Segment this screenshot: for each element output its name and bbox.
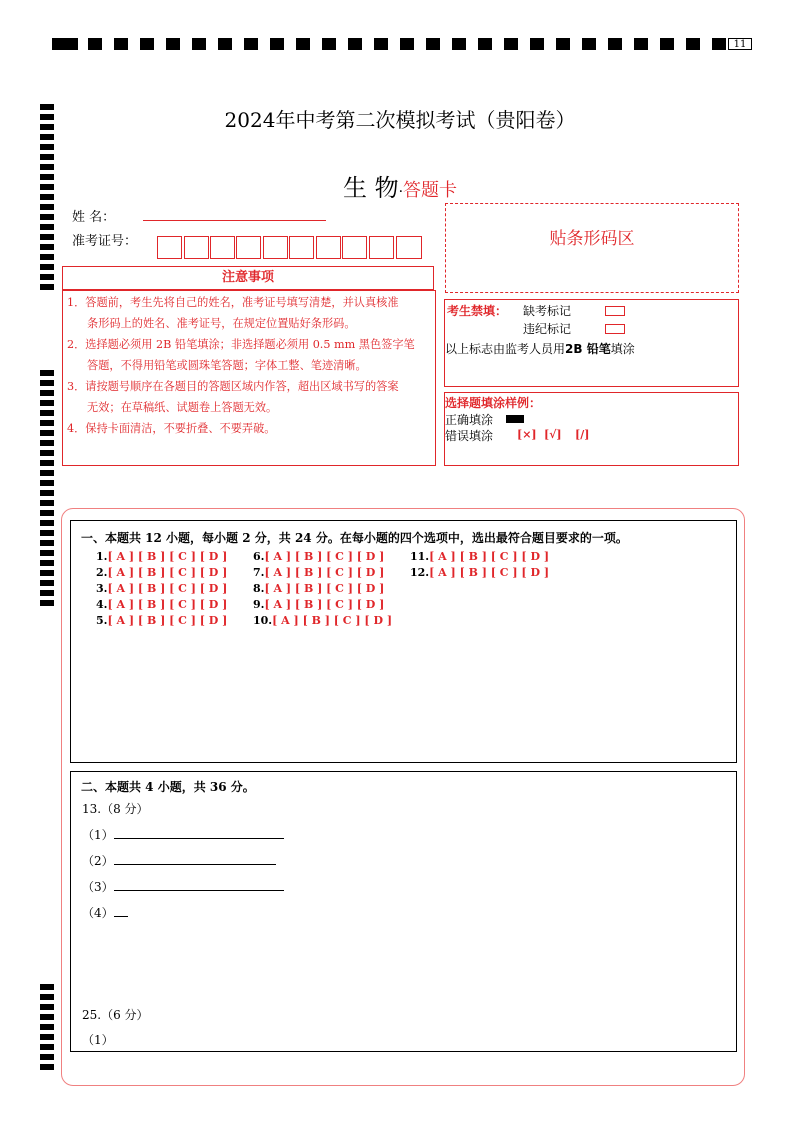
forbidden-note: 以上标志由监考人员用2B 铅笔填涂 bbox=[445, 342, 635, 356]
wrong-mark: [×] bbox=[517, 428, 537, 441]
absent-label: 缺考标记 bbox=[523, 304, 572, 318]
fill-sample-title: 选择题填涂样例： bbox=[445, 396, 542, 410]
subquestion-3: （3） bbox=[82, 878, 284, 895]
question-25-sub1: （1） bbox=[82, 1033, 114, 1047]
answer-line[interactable] bbox=[114, 837, 284, 839]
notice-item: 答题，不得用铅笔或圆珠笔答题；字体工整、笔迹清晰。 bbox=[87, 359, 367, 372]
mcq-row[interactable]: 5.[ A ] [ B ] [ C ] [ D ] bbox=[96, 614, 228, 627]
top-timing-marks bbox=[52, 38, 752, 50]
mcq-row[interactable]: 4.[ A ] [ B ] [ C ] [ D ] bbox=[96, 598, 228, 611]
mcq-row[interactable]: 9.[ A ] [ B ] [ C ] [ D ] bbox=[253, 598, 385, 611]
question-13-label: 13.（8 分） bbox=[82, 802, 149, 816]
page-number: 11 bbox=[728, 38, 752, 50]
subquestion-1: （1） bbox=[82, 826, 284, 843]
forbidden-title: 考生禁填： bbox=[447, 304, 508, 318]
answer-card-label: 答题卡 bbox=[403, 180, 458, 201]
subject-heading bbox=[0, 168, 800, 203]
notice-item: 条形码上的姓名、准考证号，在规定位置贴好条形码。 bbox=[87, 317, 356, 330]
notice-item: 2．选择题必须用 2B 铅笔填涂；非选择题必须用 0.5 mm 黑色签字笔 bbox=[67, 338, 415, 351]
mcq-row[interactable]: 1.[ A ] [ B ] [ C ] [ D ] bbox=[96, 550, 228, 563]
answer-line[interactable] bbox=[114, 889, 284, 891]
wrong-label: 错误填涂 bbox=[445, 429, 494, 443]
notice-item: 无效；在草稿纸、试题卷上答题无效。 bbox=[87, 401, 278, 414]
name-field[interactable] bbox=[143, 220, 326, 221]
answer-line[interactable] bbox=[114, 863, 276, 865]
notice-box bbox=[62, 290, 436, 466]
violation-label: 违纪标记 bbox=[523, 322, 572, 336]
violation-mark[interactable] bbox=[605, 324, 625, 334]
notice-item: 1．答题前，考生先将自己的姓名，准考证号填写清楚，并认真核准 bbox=[67, 296, 399, 309]
notice-item: 4．保持卡面清洁，不要折叠、不要弄破。 bbox=[67, 422, 276, 435]
mcq-row[interactable]: 10.[ A ] [ B ] [ C ] [ D ] bbox=[253, 614, 393, 627]
mcq-row[interactable]: 7.[ A ] [ B ] [ C ] [ D ] bbox=[253, 566, 385, 579]
wrong-mark: [/] bbox=[575, 428, 590, 441]
mcq-row[interactable]: 3.[ A ] [ B ] [ C ] [ D ] bbox=[96, 582, 228, 595]
correct-label: 正确填涂 bbox=[445, 413, 494, 427]
fill-sample-box bbox=[444, 392, 739, 466]
forbidden-box bbox=[444, 299, 739, 387]
subquestion-4: （4） bbox=[82, 904, 128, 921]
id-label: 准考证号： bbox=[72, 234, 138, 249]
notice-title: 注意事项 bbox=[62, 266, 434, 290]
subject-dot: · bbox=[398, 184, 404, 200]
subject-name: 生 物 bbox=[342, 174, 399, 202]
wrong-mark: [√] bbox=[544, 428, 562, 441]
question-25-label: 25.（6 分） bbox=[82, 1008, 149, 1022]
section1-heading: 一、本题共 12 小题，每小题 2 分，共 24 分。在每小题的四个选项中，选出最符合题目要求的一项。 bbox=[81, 531, 628, 545]
mcq-row[interactable]: 6.[ A ] [ B ] [ C ] [ D ] bbox=[253, 550, 385, 563]
barcode-area[interactable] bbox=[445, 203, 739, 293]
section2-panel bbox=[70, 771, 737, 1052]
mcq-row[interactable]: 8.[ A ] [ B ] [ C ] [ D ] bbox=[253, 582, 385, 595]
answer-line[interactable] bbox=[114, 915, 128, 917]
notice-item: 3．请按题号顺序在各题目的答题区域内作答，超出区域书写的答案 bbox=[67, 380, 399, 393]
mcq-row[interactable]: 2.[ A ] [ B ] [ C ] [ D ] bbox=[96, 566, 228, 579]
subquestion-2: （2） bbox=[82, 852, 276, 869]
name-label: 姓 名： bbox=[72, 210, 116, 225]
barcode-label: 贴条形码区 bbox=[549, 229, 635, 249]
mcq-row[interactable]: 11.[ A ] [ B ] [ C ] [ D ] bbox=[410, 550, 550, 563]
absent-mark[interactable] bbox=[605, 306, 625, 316]
mcq-row[interactable]: 12.[ A ] [ B ] [ C ] [ D ] bbox=[410, 566, 550, 579]
section2-heading: 二、本题共 4 小题，共 36 分。 bbox=[81, 780, 255, 794]
exam-title: 2024年中考第二次模拟考试（贵阳卷） bbox=[224, 108, 576, 132]
correct-fill-sample bbox=[506, 415, 524, 423]
